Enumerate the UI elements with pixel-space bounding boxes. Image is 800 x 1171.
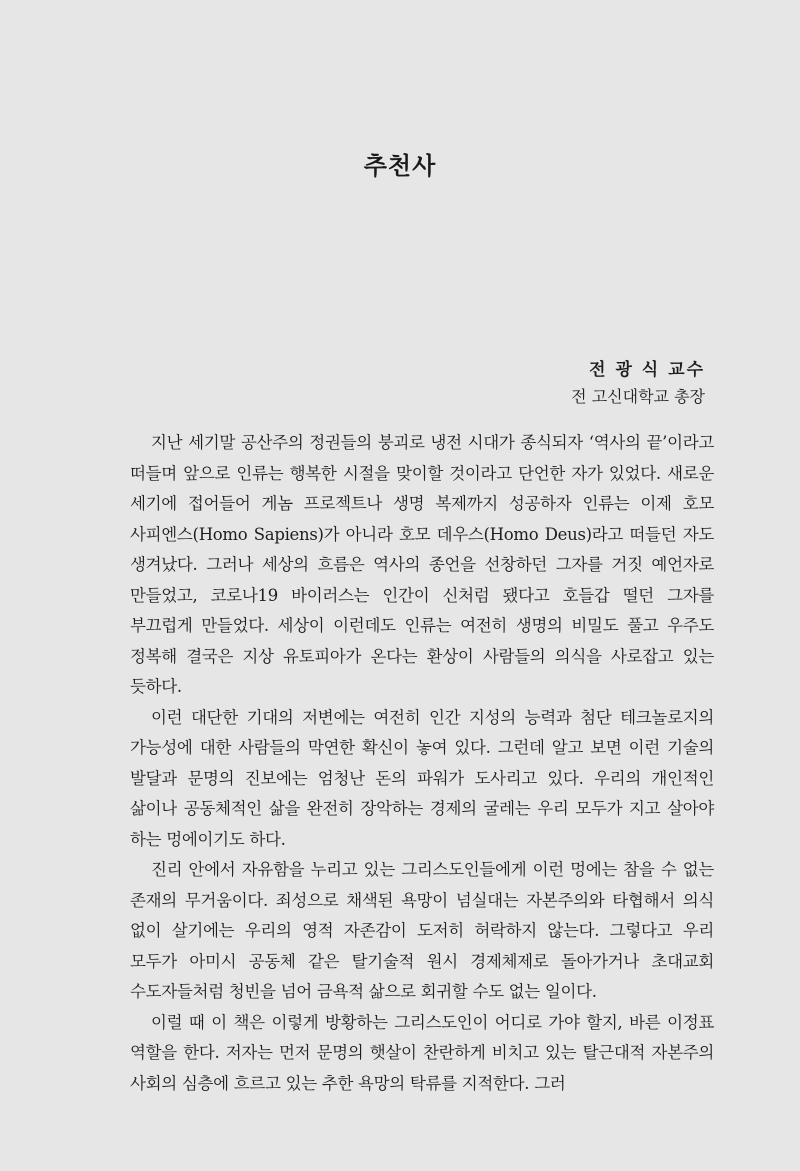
paragraph-3: 진리 안에서 자유함을 누리고 있는 그리스도인들에게 이런 멍에는 참을 수 없는 존재의 무거움이다. 죄성으로 채색된 욕망이 넘실대는 자본주의와 타협해서 의식 없이 살기에는 우리의 영적 자존감이 도저히 허락하지 않는다. 그렇다고 우리 모두가 아미시 공동체 같은 탈기술적 원시 경제체제로 돌아가거나 초대교회 수도자들처럼 청빈을 넘어 금욕적 삶으로 회귀할 수도 없는 일이다. <box>130 860 714 1001</box>
page-title: 추천사 <box>363 152 437 180</box>
paragraph-2: 이런 대단한 기대의 저변에는 여전히 인간 지성의 능력과 첨단 테크놀로지의 가능성에 대한 사람들의 막연한 확신이 놓여 있다. 그런데 알고 보면 이런 기술의 발달과 문명의 진보에는 엄청난 돈의 파워가 도사리고 있다. 우리의 개인적인 삶이나 공동체적인 삶을 완전히 장악하는 경제의 굴레는 우리 모두가 지고 살아야 하는 멍에이기도 하다. <box>130 707 714 849</box>
body-text <box>130 428 714 1099</box>
author-block <box>571 357 705 411</box>
author-name: 전 광 식 교수 <box>589 360 705 380</box>
paragraph-4: 이럴 때 이 책은 이렇게 방황하는 그리스도인이 어디로 가야 할지, 바른 이정표 역할을 한다. 저자는 먼저 문명의 햇살이 찬란하게 비치고 있는 탈근대적 자본주의 사회의 심층에 흐르고 있는 추한 욕망의 탁류를 지적한다. 그러 <box>130 1012 714 1093</box>
author-role: 전 고신대학교 총장 <box>571 387 705 406</box>
paragraph-1: 지난 세기말 공산주의 정권들의 붕괴로 냉전 시대가 종식되자 ‘역사의 끝’이라고 떠들며 앞으로 인류는 행복한 시절을 맞이할 것이라고 단언한 자가 있었다. 새로운 세기에 접어들어 게놈 프로젝트나 생명 복제까지 성공하자 인류는 이제 호모 사피엔스(Homo Sapiens)가 아니라 호모 데우스(Homo Deus)라고 떠들던 자도 생겨났다. 그러나 세상의 흐름은 역사의 종언을 선창하던 그자를 거짓 예언자로 만들었고, 코로나19 바이러스는 인간이 신처럼 됐다고 호들갑 떨던 그자를 부끄럽게 만들었다. 세상이 이런데도 인류는 여전히 생명의 비밀도 풀고 우주도 정복해 결국은 지상 유토피아가 온다는 환상이 사람들의 의식을 사로잡고 있는 듯하다. <box>130 433 714 696</box>
